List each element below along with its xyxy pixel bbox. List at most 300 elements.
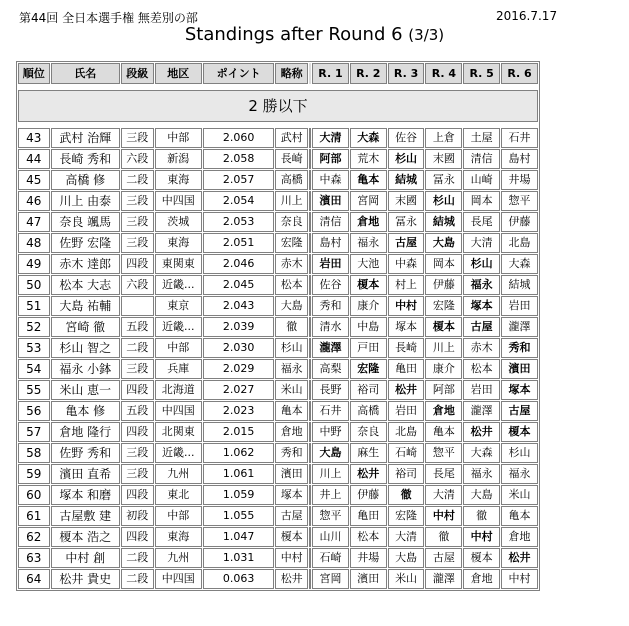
points-cell: 2.029: [203, 359, 275, 379]
points-cell: 2.053: [203, 212, 275, 232]
round-1-opponent: 井上: [312, 485, 349, 505]
col-header-r4: R. 4: [425, 63, 462, 84]
round-1-opponent: 瀧澤: [312, 338, 349, 358]
col-header-dan: 段級: [121, 63, 154, 84]
column-separator: [309, 506, 311, 526]
name-cell: 松井 貴史: [51, 569, 120, 589]
round-1-opponent: 高梨: [312, 359, 349, 379]
column-separator: [309, 149, 311, 169]
table-row: [18, 359, 538, 379]
region-cell: 新潟: [155, 149, 202, 169]
column-separator: [309, 212, 311, 232]
column-separator: [309, 380, 311, 400]
abbr-cell: 中村: [275, 548, 308, 568]
abbr-cell: 秀和: [275, 443, 308, 463]
column-separator: [309, 233, 311, 253]
round-4-opponent: 阿部: [425, 380, 462, 400]
round-5-opponent: 岡本: [463, 191, 500, 211]
points-cell: 2.060: [203, 128, 275, 148]
dan-cell: 三段: [121, 212, 154, 232]
round-4-opponent: 瀧澤: [425, 569, 462, 589]
round-6-opponent: 石井: [501, 128, 538, 148]
round-1-opponent: 濱田: [312, 191, 349, 211]
column-separator: [309, 338, 311, 358]
points-cell: 2.057: [203, 170, 275, 190]
round-1-opponent: 佐谷: [312, 275, 349, 295]
round-6-opponent: 瀧澤: [501, 317, 538, 337]
event-date: 2016.7.17: [496, 9, 558, 23]
round-2-opponent: 松井: [350, 464, 387, 484]
round-4-opponent: 末國: [425, 149, 462, 169]
round-1-opponent: 阿部: [312, 149, 349, 169]
spacer-cell: [18, 85, 538, 89]
round-4-opponent: 杉山: [425, 191, 462, 211]
round-6-opponent: 大森: [501, 254, 538, 274]
rank-cell: 54: [18, 359, 50, 379]
region-cell: 中部: [155, 338, 202, 358]
round-5-opponent: 倉地: [463, 569, 500, 589]
round-6-opponent: 福永: [501, 464, 538, 484]
rank-cell: 60: [18, 485, 50, 505]
round-1-opponent: 山川: [312, 527, 349, 547]
round-6-opponent: 伊藤: [501, 212, 538, 232]
table-header-row: [18, 63, 538, 84]
spacer-cell: [18, 123, 538, 127]
table-row: [18, 128, 538, 148]
dan-cell: 六段: [121, 149, 154, 169]
round-5-opponent: 大清: [463, 233, 500, 253]
column-separator: [309, 359, 311, 379]
round-1-opponent: 惣平: [312, 506, 349, 526]
round-6-opponent: 井場: [501, 170, 538, 190]
round-6-opponent: 倉地: [501, 527, 538, 547]
points-cell: 2.027: [203, 380, 275, 400]
round-5-opponent: 瀧澤: [463, 401, 500, 421]
round-3-opponent: 冨永: [388, 212, 425, 232]
round-1-opponent: 石崎: [312, 548, 349, 568]
round-3-opponent: 杉山: [388, 149, 425, 169]
dan-cell: 二段: [121, 338, 154, 358]
round-6-opponent: 米山: [501, 485, 538, 505]
round-4-opponent: 上倉: [425, 128, 462, 148]
event-title: 第44回 全日本選手権 無差別の部: [19, 11, 198, 25]
table-row: [18, 191, 538, 211]
round-3-opponent: 大清: [388, 527, 425, 547]
spacer-row: [18, 85, 538, 89]
abbr-cell: 赤木: [275, 254, 308, 274]
dan-cell: 四段: [121, 527, 154, 547]
region-cell: 北関東: [155, 422, 202, 442]
table-row: [18, 569, 538, 589]
round-2-opponent: 福永: [350, 233, 387, 253]
region-cell: 東海: [155, 233, 202, 253]
round-2-opponent: 高橋: [350, 401, 387, 421]
round-2-opponent: 大森: [350, 128, 387, 148]
round-2-opponent: 康介: [350, 296, 387, 316]
name-cell: 佐野 秀和: [51, 443, 120, 463]
col-header-r5: R. 5: [463, 63, 500, 84]
points-cell: 0.063: [203, 569, 275, 589]
dan-cell: 四段: [121, 422, 154, 442]
region-cell: 九州: [155, 464, 202, 484]
column-separator: [309, 401, 311, 421]
name-cell: 亀本 修: [51, 401, 120, 421]
column-separator: [309, 527, 311, 547]
round-1-opponent: 中森: [312, 170, 349, 190]
column-separator: [309, 191, 311, 211]
name-cell: 松本 大志: [51, 275, 120, 295]
round-5-opponent: 杉山: [463, 254, 500, 274]
dan-cell: 二段: [121, 170, 154, 190]
round-4-opponent: 中村: [425, 506, 462, 526]
region-cell: 北海道: [155, 380, 202, 400]
points-cell: 2.015: [203, 422, 275, 442]
rank-cell: 56: [18, 401, 50, 421]
round-6-opponent: 秀和: [501, 338, 538, 358]
table-row: [18, 548, 538, 568]
region-cell: 東海: [155, 527, 202, 547]
rank-cell: 59: [18, 464, 50, 484]
col-header-r6: R. 6: [501, 63, 538, 84]
title-main: Standings after Round 6: [184, 24, 403, 45]
round-5-opponent: 松井: [463, 422, 500, 442]
points-cell: 1.059: [203, 485, 275, 505]
table-row: [18, 401, 538, 421]
dan-cell: 五段: [121, 401, 154, 421]
round-3-opponent: 佐谷: [388, 128, 425, 148]
rank-cell: 58: [18, 443, 50, 463]
rank-cell: 46: [18, 191, 50, 211]
name-cell: 佐野 宏隆: [51, 233, 120, 253]
dan-cell: [121, 296, 154, 316]
col-header-rank: 順位: [18, 63, 50, 84]
dan-cell: 四段: [121, 485, 154, 505]
round-5-opponent: 塚本: [463, 296, 500, 316]
rank-cell: 43: [18, 128, 50, 148]
dan-cell: 五段: [121, 317, 154, 337]
abbr-cell: 塚本: [275, 485, 308, 505]
name-cell: 高橋 修: [51, 170, 120, 190]
abbr-cell: 濱田: [275, 464, 308, 484]
round-6-opponent: 島村: [501, 149, 538, 169]
round-4-opponent: 古屋: [425, 548, 462, 568]
abbr-cell: 福永: [275, 359, 308, 379]
round-5-opponent: 赤木: [463, 338, 500, 358]
round-2-opponent: 濱田: [350, 569, 387, 589]
round-6-opponent: 惣平: [501, 191, 538, 211]
rank-cell: 57: [18, 422, 50, 442]
dan-cell: 三段: [121, 233, 154, 253]
name-cell: 赤木 達郎: [51, 254, 120, 274]
round-3-opponent: 亀田: [388, 359, 425, 379]
round-6-opponent: 古屋: [501, 401, 538, 421]
round-1-opponent: 秀和: [312, 296, 349, 316]
round-3-opponent: 古屋: [388, 233, 425, 253]
round-1-opponent: 石井: [312, 401, 349, 421]
abbr-cell: 古屋: [275, 506, 308, 526]
round-4-opponent: 長尾: [425, 464, 462, 484]
round-4-opponent: 宏隆: [425, 296, 462, 316]
rank-cell: 45: [18, 170, 50, 190]
column-separator: [309, 170, 311, 190]
rank-cell: 44: [18, 149, 50, 169]
abbr-cell: 杉山: [275, 338, 308, 358]
region-cell: 茨城: [155, 212, 202, 232]
table-row: [18, 485, 538, 505]
points-cell: 2.023: [203, 401, 275, 421]
round-3-opponent: 松井: [388, 380, 425, 400]
dan-cell: 三段: [121, 464, 154, 484]
points-cell: 2.058: [203, 149, 275, 169]
round-2-opponent: 亀本: [350, 170, 387, 190]
round-3-opponent: 塚本: [388, 317, 425, 337]
round-3-opponent: 村上: [388, 275, 425, 295]
col-header-r1: R. 1: [312, 63, 349, 84]
table-row: [18, 338, 538, 358]
round-6-opponent: 濱田: [501, 359, 538, 379]
points-cell: 1.055: [203, 506, 275, 526]
round-2-opponent: 井場: [350, 548, 387, 568]
col-header-abbr: 略称: [275, 63, 308, 84]
table-row: [18, 170, 538, 190]
region-cell: 東海: [155, 170, 202, 190]
table-row: [18, 380, 538, 400]
column-separator: [309, 296, 311, 316]
table-row: [18, 506, 538, 526]
column-separator: [309, 63, 311, 84]
abbr-cell: 米山: [275, 380, 308, 400]
column-separator: [309, 128, 311, 148]
table-row: [18, 275, 538, 295]
points-cell: 2.043: [203, 296, 275, 316]
round-2-opponent: 松本: [350, 527, 387, 547]
dan-cell: 四段: [121, 254, 154, 274]
name-cell: 杉山 智之: [51, 338, 120, 358]
table-row: [18, 149, 538, 169]
round-2-opponent: 戸田: [350, 338, 387, 358]
round-5-opponent: 福永: [463, 464, 500, 484]
table-row: [18, 212, 538, 232]
name-cell: 倉地 隆行: [51, 422, 120, 442]
column-separator: [309, 275, 311, 295]
round-3-opponent: 北島: [388, 422, 425, 442]
round-6-opponent: 岩田: [501, 296, 538, 316]
round-4-opponent: 岡本: [425, 254, 462, 274]
rank-cell: 53: [18, 338, 50, 358]
round-3-opponent: 結城: [388, 170, 425, 190]
name-cell: 榎本 浩之: [51, 527, 120, 547]
region-cell: 中部: [155, 506, 202, 526]
rank-cell: 63: [18, 548, 50, 568]
column-separator: [309, 485, 311, 505]
abbr-cell: 倉地: [275, 422, 308, 442]
round-1-opponent: 大島: [312, 443, 349, 463]
rank-cell: 52: [18, 317, 50, 337]
round-6-opponent: 北島: [501, 233, 538, 253]
round-3-opponent: 大島: [388, 548, 425, 568]
dan-cell: 三段: [121, 191, 154, 211]
round-4-opponent: 大清: [425, 485, 462, 505]
round-5-opponent: 徹: [463, 506, 500, 526]
round-4-opponent: 冨永: [425, 170, 462, 190]
page-title: [0, 24, 629, 45]
round-1-opponent: 宮岡: [312, 569, 349, 589]
round-2-opponent: 奈良: [350, 422, 387, 442]
round-4-opponent: 伊藤: [425, 275, 462, 295]
round-5-opponent: 長尾: [463, 212, 500, 232]
table-row: [18, 527, 538, 547]
round-4-opponent: 倉地: [425, 401, 462, 421]
round-2-opponent: 荒木: [350, 149, 387, 169]
round-2-opponent: 倉地: [350, 212, 387, 232]
group-label: 2 勝以下: [18, 90, 538, 122]
table-row: [18, 296, 538, 316]
round-3-opponent: 中森: [388, 254, 425, 274]
region-cell: 近畿...: [155, 443, 202, 463]
name-cell: 川上 由泰: [51, 191, 120, 211]
round-1-opponent: 清信: [312, 212, 349, 232]
abbr-cell: 徹: [275, 317, 308, 337]
round-5-opponent: 古屋: [463, 317, 500, 337]
round-3-opponent: 徹: [388, 485, 425, 505]
dan-cell: 六段: [121, 275, 154, 295]
points-cell: 2.039: [203, 317, 275, 337]
round-5-opponent: 松本: [463, 359, 500, 379]
table-row: [18, 464, 538, 484]
points-cell: 2.046: [203, 254, 275, 274]
abbr-cell: 高橋: [275, 170, 308, 190]
name-cell: 中村 創: [51, 548, 120, 568]
region-cell: 中四国: [155, 191, 202, 211]
round-2-opponent: 榎本: [350, 275, 387, 295]
abbr-cell: 長崎: [275, 149, 308, 169]
round-4-opponent: 亀本: [425, 422, 462, 442]
dan-cell: 三段: [121, 359, 154, 379]
round-1-opponent: 川上: [312, 464, 349, 484]
round-2-opponent: 宏隆: [350, 359, 387, 379]
points-cell: 1.061: [203, 464, 275, 484]
round-6-opponent: 中村: [501, 569, 538, 589]
abbr-cell: 亀本: [275, 401, 308, 421]
round-1-opponent: 清水: [312, 317, 349, 337]
col-header-points: ポイント: [203, 63, 275, 84]
abbr-cell: 大島: [275, 296, 308, 316]
round-5-opponent: 榎本: [463, 548, 500, 568]
name-cell: 福永 小鉢: [51, 359, 120, 379]
table-row: [18, 317, 538, 337]
rank-cell: 64: [18, 569, 50, 589]
dan-cell: 四段: [121, 380, 154, 400]
standings-table: [16, 61, 540, 591]
region-cell: 東北: [155, 485, 202, 505]
name-cell: 長崎 秀和: [51, 149, 120, 169]
round-4-opponent: 康介: [425, 359, 462, 379]
column-separator: [309, 443, 311, 463]
dan-cell: 三段: [121, 443, 154, 463]
region-cell: 近畿...: [155, 317, 202, 337]
table-row: [18, 422, 538, 442]
column-separator: [309, 317, 311, 337]
col-header-r2: R. 2: [350, 63, 387, 84]
round-1-opponent: 中野: [312, 422, 349, 442]
abbr-cell: 松本: [275, 275, 308, 295]
points-cell: 1.062: [203, 443, 275, 463]
round-3-opponent: 米山: [388, 569, 425, 589]
points-cell: 2.051: [203, 233, 275, 253]
name-cell: 濱田 直希: [51, 464, 120, 484]
round-5-opponent: 岩田: [463, 380, 500, 400]
region-cell: 中部: [155, 128, 202, 148]
dan-cell: 初段: [121, 506, 154, 526]
round-5-opponent: 福永: [463, 275, 500, 295]
table-row: [18, 443, 538, 463]
round-3-opponent: 岩田: [388, 401, 425, 421]
abbr-cell: 川上: [275, 191, 308, 211]
rank-cell: 62: [18, 527, 50, 547]
name-cell: 宮崎 徹: [51, 317, 120, 337]
dan-cell: 二段: [121, 548, 154, 568]
round-1-opponent: 長野: [312, 380, 349, 400]
table-row: [18, 254, 538, 274]
abbr-cell: 松井: [275, 569, 308, 589]
name-cell: 奈良 颯馬: [51, 212, 120, 232]
round-6-opponent: 松井: [501, 548, 538, 568]
table-row: [18, 233, 538, 253]
round-3-opponent: 中村: [388, 296, 425, 316]
abbr-cell: 奈良: [275, 212, 308, 232]
rank-cell: 51: [18, 296, 50, 316]
region-cell: 兵庫: [155, 359, 202, 379]
name-cell: 古屋敷 建: [51, 506, 120, 526]
round-5-opponent: 大島: [463, 485, 500, 505]
round-6-opponent: 杉山: [501, 443, 538, 463]
round-4-opponent: 大島: [425, 233, 462, 253]
column-separator: [309, 569, 311, 589]
round-5-opponent: 中村: [463, 527, 500, 547]
round-2-opponent: 裕司: [350, 380, 387, 400]
round-6-opponent: 亀本: [501, 506, 538, 526]
round-3-opponent: 宏隆: [388, 506, 425, 526]
round-3-opponent: 石崎: [388, 443, 425, 463]
region-cell: 東京: [155, 296, 202, 316]
rank-cell: 55: [18, 380, 50, 400]
points-cell: 1.047: [203, 527, 275, 547]
region-cell: 中四国: [155, 401, 202, 421]
round-1-opponent: 岩田: [312, 254, 349, 274]
rank-cell: 61: [18, 506, 50, 526]
round-5-opponent: 清信: [463, 149, 500, 169]
round-3-opponent: 長崎: [388, 338, 425, 358]
col-header-r3: R. 3: [388, 63, 425, 84]
round-2-opponent: 中島: [350, 317, 387, 337]
round-2-opponent: 伊藤: [350, 485, 387, 505]
title-suffix: (3/3): [408, 26, 445, 44]
column-separator: [309, 254, 311, 274]
round-2-opponent: 宮岡: [350, 191, 387, 211]
round-1-opponent: 大清: [312, 128, 349, 148]
round-2-opponent: 大池: [350, 254, 387, 274]
abbr-cell: 榎本: [275, 527, 308, 547]
name-cell: 武村 治輝: [51, 128, 120, 148]
round-5-opponent: 山崎: [463, 170, 500, 190]
round-1-opponent: 島村: [312, 233, 349, 253]
round-4-opponent: 川上: [425, 338, 462, 358]
region-cell: 東関東: [155, 254, 202, 274]
spacer-row: [18, 123, 538, 127]
round-5-opponent: 土屋: [463, 128, 500, 148]
points-cell: 2.045: [203, 275, 275, 295]
name-cell: 大島 祐輔: [51, 296, 120, 316]
